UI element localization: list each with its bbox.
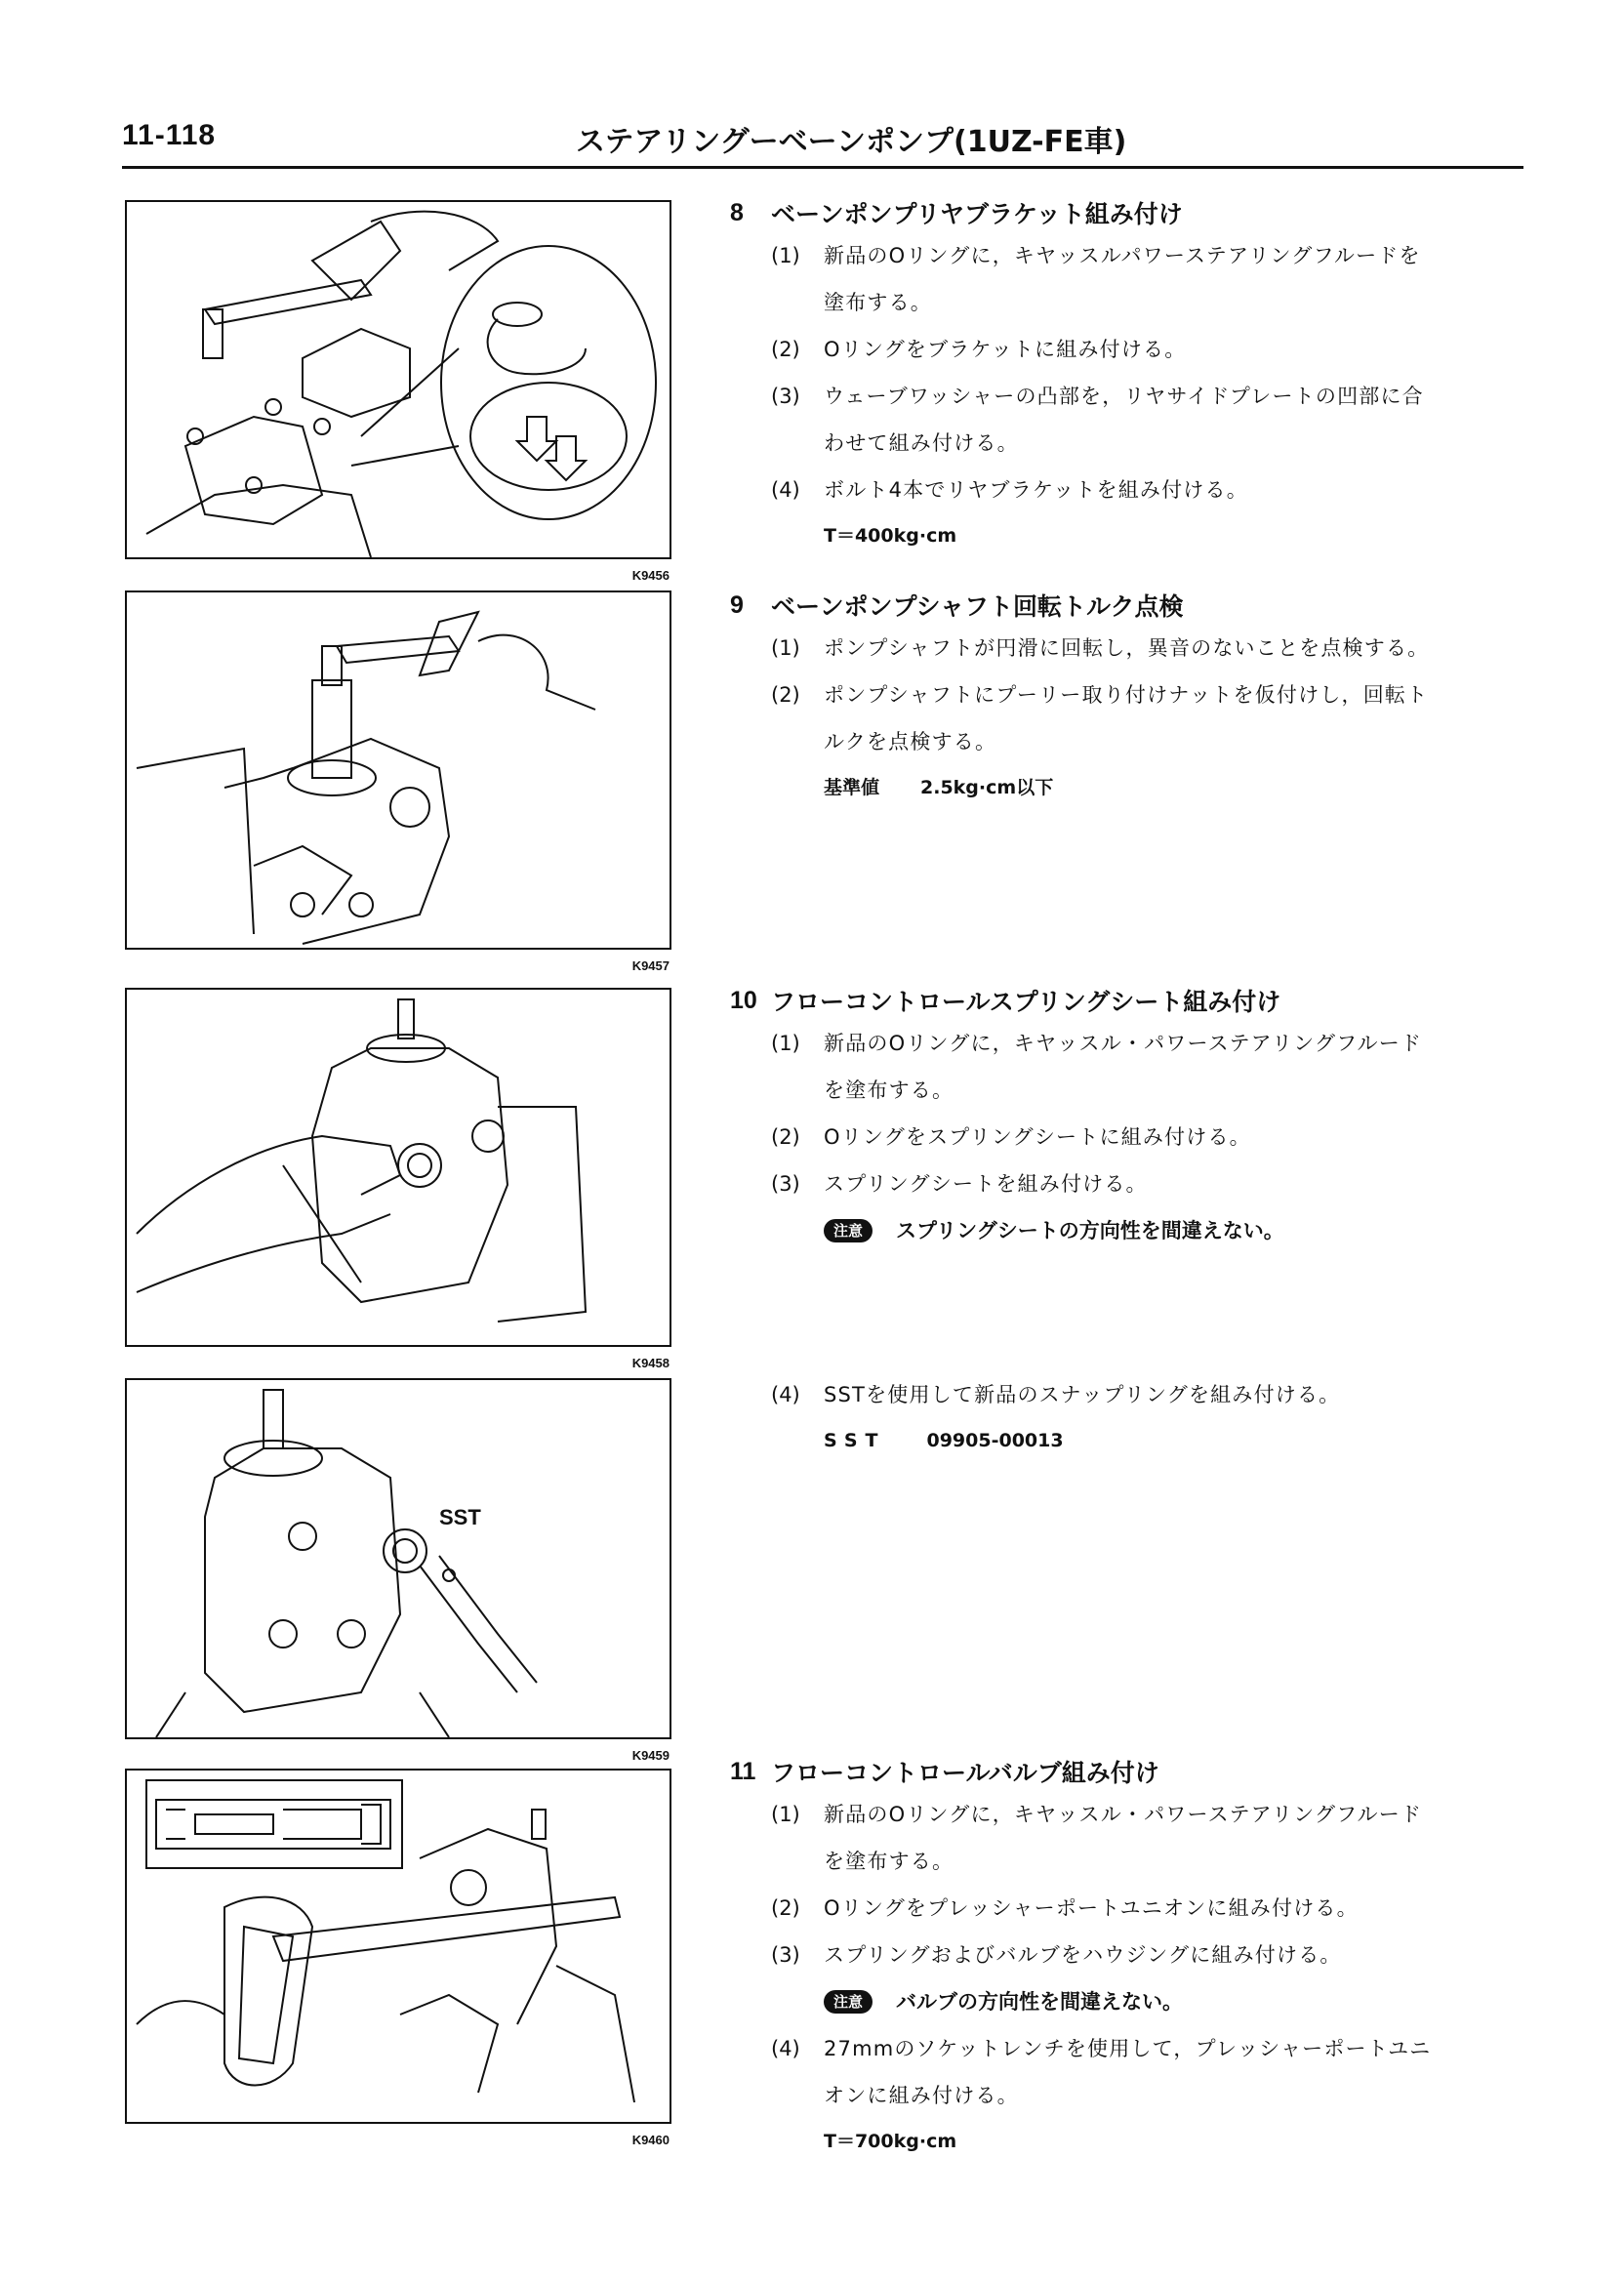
item-text: 新品のOリングに，キヤッスル・パワーステアリングフルード (824, 1803, 1423, 1826)
item-number: (2) (771, 683, 800, 707)
item-text: 27mmのソケットレンチを使用して，プレッシャーポートユニ (824, 2037, 1432, 2060)
sst-label: SST (439, 1505, 481, 1529)
step-10 (730, 981, 1540, 1254)
page-number: 11-118 (122, 119, 217, 151)
step-9 (730, 586, 1540, 810)
figure-code: K9458 (631, 1356, 670, 1370)
step-8 (730, 193, 1540, 558)
list-item (771, 467, 1540, 513)
list-item (771, 2025, 1540, 2119)
spec-label: 基準値 (824, 777, 880, 798)
item-text: スプリングシートを組み付ける。 (824, 1172, 1148, 1196)
item-number: (2) (771, 1896, 800, 1920)
caution-text: スプリングシートの方向性を間違えない。 (896, 1219, 1284, 1242)
snap-ring-illustration (127, 1380, 670, 1737)
list-item (771, 326, 1540, 373)
figure-code: K9457 (631, 958, 670, 973)
item-text: スプリングおよびバルブをハウジングに組み付ける。 (824, 1943, 1342, 1967)
list-item (771, 1371, 1540, 1418)
item-number: (3) (771, 1943, 800, 1967)
item-text: ルクを点検する。 (824, 730, 997, 753)
shaft-torque-illustration (127, 592, 670, 948)
item-text: オンに組み付ける。 (824, 2084, 1019, 2107)
step-11 (730, 1752, 1540, 2164)
list-item (771, 625, 1540, 672)
item-text: SSTを使用して新品のスナップリングを組み付ける。 (824, 1383, 1341, 1406)
item-number: (4) (771, 1383, 800, 1406)
item-number: (1) (771, 244, 800, 267)
page-title: ステアリングーベーンポンプ(1UZ-FE車) (576, 125, 1127, 159)
item-number: (3) (771, 1172, 800, 1196)
step-number: 9 (730, 590, 744, 619)
step-number: 8 (730, 198, 744, 226)
control-valve-illustration (127, 1771, 670, 2122)
item-text: 新品のOリングに，キヤッスルパワーステアリングフルードを (824, 244, 1421, 267)
step-number: 11 (730, 1757, 756, 1785)
rear-bracket-illustration (127, 202, 670, 557)
item-text: 塗布する。 (824, 291, 932, 314)
item-number: (1) (771, 1803, 800, 1826)
item-number: (1) (771, 1032, 800, 1055)
list-item (771, 1020, 1540, 1114)
item-text: ボルト4本でリヤブラケットを組み付ける。 (824, 478, 1248, 502)
figure-rear-bracket (125, 200, 671, 583)
list-item (771, 1932, 1540, 1978)
caution-text: バルブの方向性を間違えない。 (896, 1990, 1184, 2014)
caution-badge: 注意 (824, 1990, 873, 2014)
header-rule (122, 166, 1523, 169)
step-title: フローコントロールバルブ組み付け (771, 1759, 1159, 1787)
list-item (771, 1160, 1540, 1207)
spec-value: 2.5kg·cm以下 (920, 777, 1054, 798)
list-item (771, 1114, 1540, 1160)
figure-code: K9460 (631, 2133, 670, 2147)
figure-snap-ring (125, 1378, 671, 1763)
item-text: ポンプシャフトにプーリー取り付けナットを仮付けし，回転ト (824, 683, 1429, 707)
item-number: (1) (771, 636, 800, 660)
item-text: Oリングをプレッシャーポートユニオンに組み付ける。 (824, 1896, 1359, 1920)
list-item (771, 373, 1540, 467)
figure-control-valve (125, 1769, 671, 2147)
spring-seat-illustration (127, 990, 670, 1345)
caution-note (824, 1207, 1540, 1254)
item-text: Oリングをブラケットに組み付ける。 (824, 338, 1187, 361)
figure-code: K9459 (631, 1748, 670, 1763)
item-text: Oリングをスプリングシートに組み付ける。 (824, 1125, 1251, 1149)
item-number: (2) (771, 1125, 800, 1149)
sst-label: SST (824, 1430, 886, 1451)
list-item (771, 1885, 1540, 1932)
list-item (771, 1791, 1540, 1885)
step-title: フローコントロールスプリングシート組み付け (771, 988, 1281, 1016)
item-text: ポンプシャフトが円滑に回転し，異音のないことを点検する。 (824, 636, 1430, 660)
step-title: ベーンポンプリヤブラケット組み付け (771, 200, 1183, 228)
figure-shaft-torque (125, 590, 671, 973)
item-text: わせて組み付ける。 (824, 431, 1019, 455)
item-text: を塗布する。 (824, 1079, 954, 1102)
step-title: ベーンポンプシャフト回転トルク点検 (771, 592, 1184, 621)
item-number: (3) (771, 385, 800, 408)
torque-spec: T＝400kg·cm (824, 525, 957, 547)
sst-value: 09905-00013 (926, 1430, 1064, 1451)
step-10-continued (730, 1371, 1540, 1463)
item-text: ウェーブワッシャーの凸部を，リヤサイドプレートの凹部に合 (824, 385, 1424, 408)
item-number: (2) (771, 338, 800, 361)
caution-badge: 注意 (824, 1219, 873, 1242)
torque-spec: T＝700kg·cm (824, 2131, 957, 2152)
list-item (771, 672, 1540, 765)
item-text: 新品のOリングに，キヤッスル・パワーステアリングフルード (824, 1032, 1423, 1055)
item-text: を塗布する。 (824, 1850, 954, 1873)
caution-note (824, 1978, 1540, 2025)
figure-code: K9456 (631, 568, 670, 583)
step-number: 10 (730, 986, 757, 1014)
item-number: (4) (771, 2037, 800, 2060)
figure-spring-seat (125, 988, 671, 1370)
list-item (771, 232, 1540, 326)
item-number: (4) (771, 478, 800, 502)
